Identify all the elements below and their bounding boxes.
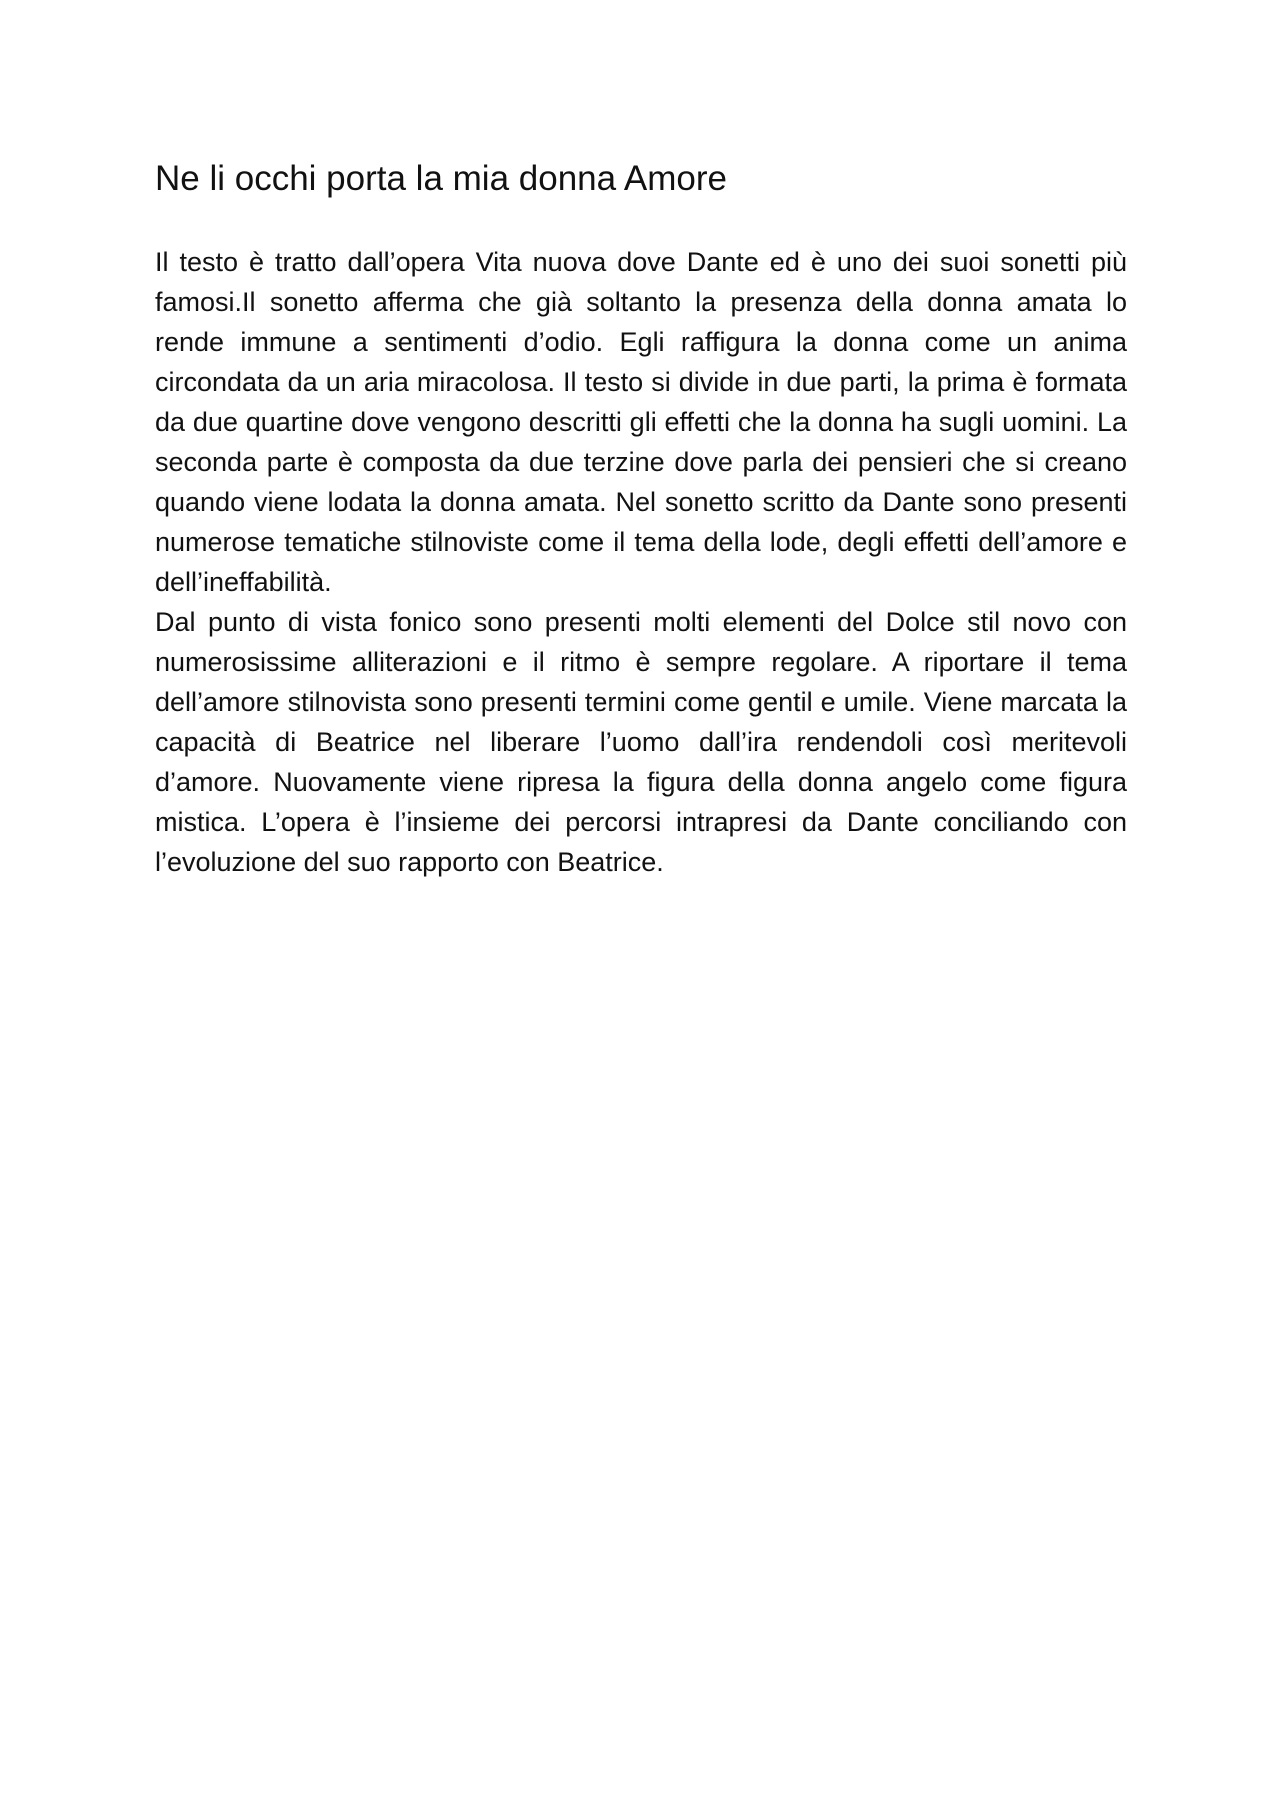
document-title: Ne li occhi porta la mia donna Amore xyxy=(155,159,727,198)
paragraph-1: Il testo è tratto dall’opera Vita nuova dove Dante ed è uno dei suoi sonetti più famosi.Il sonetto afferma che già soltanto la presenza della donna amata lo rende immune a sentimenti d’odio. Egli raffigura la donna come un anima circondata da un aria miracolosa. Il testo si divide in due parti, la prima è formata da due quartine dove vengono descritti gli effetti che la donna ha sugli uomini. La seconda parte è composta da due terzine dove parla dei pensieri che si creano quando viene lodata la donna amata. Nel sonetto scritto da Dante sono presenti numerose tematiche stilnoviste come il tema della lode, degli effetti dell’amore e dell’ineffabilità. xyxy=(155,247,1127,597)
document-body xyxy=(155,152,1127,882)
paragraph-2: Dal punto di vista fonico sono presenti molti elementi del Dolce stil novo con numerosissime alliterazioni e il ritmo è sempre regolare. A riportare il tema dell’amore stilnovista sono presenti termini come gentil e umile. Viene marcata la capacità di Beatrice nel liberare l’uomo dall’ira rendendoli così meritevoli d’amore. Nuovamente viene ripresa la figura della donna angelo come figura mistica. L’opera è l’insieme dei percorsi intrapresi da Dante conciliando con l’evoluzione del suo rapporto con Beatrice. xyxy=(155,607,1127,877)
